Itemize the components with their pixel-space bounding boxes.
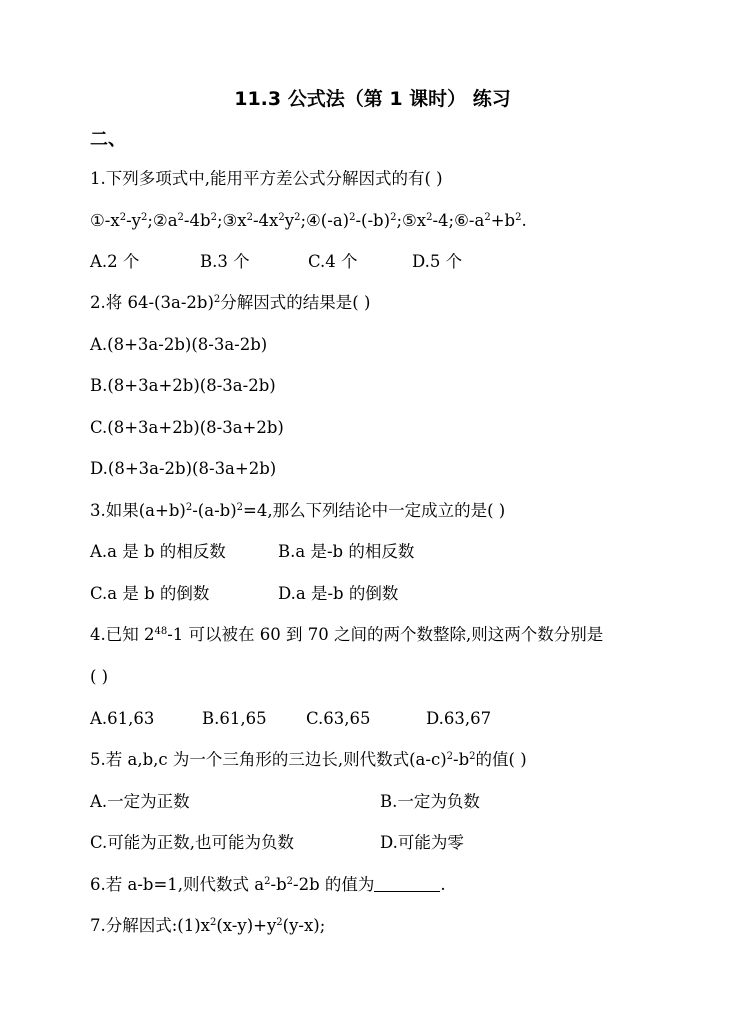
polynomial-text: -4b <box>183 211 211 230</box>
polynomial-text: +b <box>490 211 516 230</box>
option-d: D.a 是-b 的倒数 <box>278 584 399 603</box>
question-6-stem: 6.若 a-b=1,则代数式 $a^2-b^2-2b$ 的值为 . <box>90 875 446 894</box>
exponent: 2 <box>119 212 127 223</box>
exponent: 2 <box>210 212 217 223</box>
question-4-answer-paren: ( ) <box>90 667 109 686</box>
option-a: A.2 个 <box>90 252 140 271</box>
option-d: D.5 个 <box>412 252 463 271</box>
polynomial-text: ①-x <box>90 211 120 230</box>
question-1-stem: 1.下列多项式中,能用平方差公式分解因式的有( ) <box>90 169 443 188</box>
exponent: 2 <box>426 212 433 223</box>
polynomial-text: ;③x <box>216 211 247 230</box>
option-b: B.3 个 <box>200 252 250 271</box>
option-b: B.一定为负数 <box>380 792 480 811</box>
page-title: 11.3 公式法（第 1 课时） 练习 <box>234 88 511 110</box>
option-c: C.a 是 b 的倒数 <box>90 584 210 603</box>
option-a: A.61,63 <box>90 709 155 728</box>
answer-blank[interactable] <box>374 875 440 892</box>
polynomial-text: ;⑤x <box>396 211 427 230</box>
question-2-stem: 2.将 $64-(3a-2b)^2$分解因式的结果是( ) <box>90 293 371 312</box>
polynomial-text: ;②a <box>147 211 178 230</box>
polynomial-text: -(-b) <box>355 211 391 230</box>
polynomial-text: ;④(-a) <box>300 211 350 230</box>
option-c: C.63,65 <box>306 709 371 728</box>
option-a: A.a 是 b 的相反数 <box>90 542 226 561</box>
option-b: B.a 是-b 的相反数 <box>278 542 415 561</box>
option-d: D.可能为零 <box>380 833 464 852</box>
exponent: 2 <box>484 212 491 223</box>
question-1-polynomials <box>90 210 527 232</box>
option-c: C.4 个 <box>308 252 358 271</box>
exponent: 2 <box>140 212 148 223</box>
exponent: 2 <box>246 212 253 223</box>
polynomial-text: -y <box>126 211 141 230</box>
question-7-stem: 7.分解因式$:(1)x^2(x-y)+y^2(y-x)$; <box>90 916 326 935</box>
question-5-stem: 5.若 a,b,c 为一个三角形的三边长,则代数式$(a-c)^2-b^2$的值( ) <box>90 750 527 769</box>
question-2-option-a: A.(8+3a-2b)(8-3a-2b) <box>90 335 268 354</box>
polynomial-text: . <box>521 211 527 230</box>
question-4-stem: 4.已知 $2^{48}-1$ 可以被在 60 到 70 之间的两个数整除,则这两个数分别是 <box>90 625 604 644</box>
section-heading: 二、 <box>90 129 126 150</box>
exponent: 2 <box>349 212 356 223</box>
option-d: D.63,67 <box>426 709 492 728</box>
polynomial-text: y <box>284 211 295 230</box>
question-2-option-d: D.(8+3a-2b)(8-3a+2b) <box>90 459 277 478</box>
option-a: A.一定为正数 <box>90 792 190 811</box>
question-3-stem: 3.如果$(a+b)^2-(a-b)^2=4$,那么下列结论中一定成立的是( ) <box>90 501 506 520</box>
polynomial-text: -4;⑥-a <box>432 211 485 230</box>
exponent: 2 <box>177 212 184 223</box>
polynomial-text: -4x <box>252 211 279 230</box>
question-2-option-b: B.(8+3a+2b)(8-3a-2b) <box>90 376 276 395</box>
option-c: C.可能为正数,也可能为负数 <box>90 833 295 852</box>
question-2-option-c: C.(8+3a+2b)(8-3a+2b) <box>90 418 284 437</box>
exponent: 2 <box>278 212 285 223</box>
exponent: 2 <box>515 212 522 223</box>
option-b: B.61,65 <box>202 709 267 728</box>
exponent: 2 <box>390 212 397 223</box>
exponent: 2 <box>294 212 301 223</box>
